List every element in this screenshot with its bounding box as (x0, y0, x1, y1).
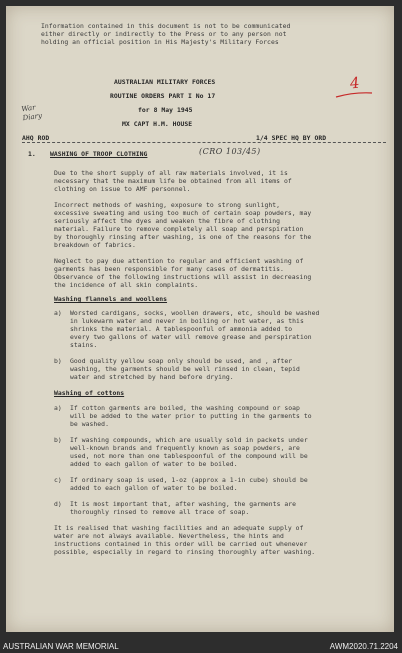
text-line: the incidence of all skin complaints. (54, 281, 199, 289)
text-line: If washing compounds, which are usually sold in packets under (70, 436, 308, 444)
ref-left: AHQ ROD (22, 134, 50, 142)
text-line: Observance of the following instructions will assist in decreasing (54, 273, 312, 281)
subheading-flannels: Washing flannels and woollens (54, 295, 168, 303)
text-line: in lukewarm water and never in boiling or hot water, as this (70, 317, 304, 325)
text-line: Neglect to pay due attention to regular and efficient washing of (54, 257, 304, 265)
subheading-cottons: Washing of cottons (54, 389, 125, 397)
text-line: Worsted cardigans, socks, woollen drawers, etc, should be washed (70, 309, 320, 317)
item-label: d) (54, 500, 62, 508)
text-line: breakdown of fabrics. (54, 241, 136, 249)
text-line: If cotton garments are boiled, the washing compound or soap (70, 404, 300, 412)
text-line: will be added to the water prior to putting in the garments to (70, 412, 312, 420)
text-line: Good quality yellow soap only should be used, and , after (70, 357, 293, 365)
text-line: added to each gallon of water to be boiled. (70, 484, 238, 492)
text-line: stains. (70, 341, 98, 349)
footer-archive-name: AUSTRALIAN WAR MEMORIAL (3, 642, 119, 651)
item-label: c) (54, 476, 62, 484)
page-number-underline (334, 90, 374, 100)
notice-line: either directly or indirectly to the Press or to any person not (41, 30, 287, 38)
text-line: garments has been responsible for many cases of dermatitis. (54, 265, 284, 273)
text-line: It is realised that washing facilities and an adequate supply of (54, 524, 304, 532)
handwritten-cro-reference: (CRO 103/45) (199, 147, 261, 156)
text-line: possible, especially in regard to rinsing thoroughly after washing. (54, 548, 316, 556)
title-line: AUSTRALIAN MILITARY FORCES (114, 78, 216, 86)
text-line: necessary that the maximum life be obtained from all items of (54, 177, 292, 185)
item-label: b) (54, 436, 62, 444)
text-line: Due to the short supply of all raw materials involved, it is (54, 169, 288, 177)
handwritten-page-number: 4 (349, 73, 361, 93)
document-page (6, 6, 394, 632)
text-line: well-known brands and frequently known as soap powders, are (70, 444, 300, 452)
text-line: water are not always available. Nevertheless, the hints and (54, 532, 284, 540)
text-line: seriously affect the dyes and weaken the fibre of clothing (54, 217, 281, 225)
text-line: water and stretched by hand before drying. (70, 373, 234, 381)
item-label: a) (54, 309, 62, 317)
section-number: 1. (28, 150, 36, 158)
handwritten-war-diary: War Diary (20, 103, 43, 123)
item-label: a) (54, 404, 62, 412)
text-line: washing, the garments should be well rinsed in clean, tepid (70, 365, 300, 373)
text-line: If ordinary soap is used, 1-oz (approx a 1-in cube) should be (70, 476, 308, 484)
ref-divider (22, 142, 386, 143)
text-line: material. Failure to remove completely all soap and perspiration (54, 225, 304, 233)
text-line: It is most important that, after washing, the garments are (70, 500, 297, 508)
notice-line: holding an official position in His Majesty's Military Forces (41, 38, 279, 46)
section-title: WASHING OF TROOP CLOTHING (50, 150, 148, 158)
text-line: thoroughly rinsed to remove all trace of soap. (70, 508, 250, 516)
title-line: ROUTINE ORDERS PART I No 17 (110, 92, 216, 100)
text-line: excessive sweating and using too much of certain soap powders, may (54, 209, 312, 217)
text-line: every two gallons of water will remove grease and perspiration (70, 333, 312, 341)
text-line: shrinks the material. A tablespoonful of ammonia added to (70, 325, 293, 333)
text-line: be washed. (70, 420, 109, 428)
notice-line: Information contained in this document is not to be communicated (41, 22, 291, 30)
footer-accession-number: AWM2020.71.2204 (329, 642, 398, 651)
text-line: Incorrect methods of washing, exposure to strong sunlight, (54, 201, 281, 209)
title-line: for 8 May 1945 (138, 106, 193, 114)
text-line: used, not more than one tablespoonful of the compound will be (70, 452, 308, 460)
text-line: instructions contained in this order will be carried out whenever (54, 540, 308, 548)
text-line: by thoroughly rinsing after washing, is one of the reasons for the (54, 233, 312, 241)
ref-right: 1/4 SPEC HQ BY ORD (256, 134, 327, 142)
text-line: added to each gallon of water to be boiled. (70, 460, 238, 468)
text-line: clothing on issue to AMF personnel. (54, 185, 191, 193)
title-line: MX CAPT H.M. HOUSE (122, 120, 193, 128)
item-label: b) (54, 357, 62, 365)
